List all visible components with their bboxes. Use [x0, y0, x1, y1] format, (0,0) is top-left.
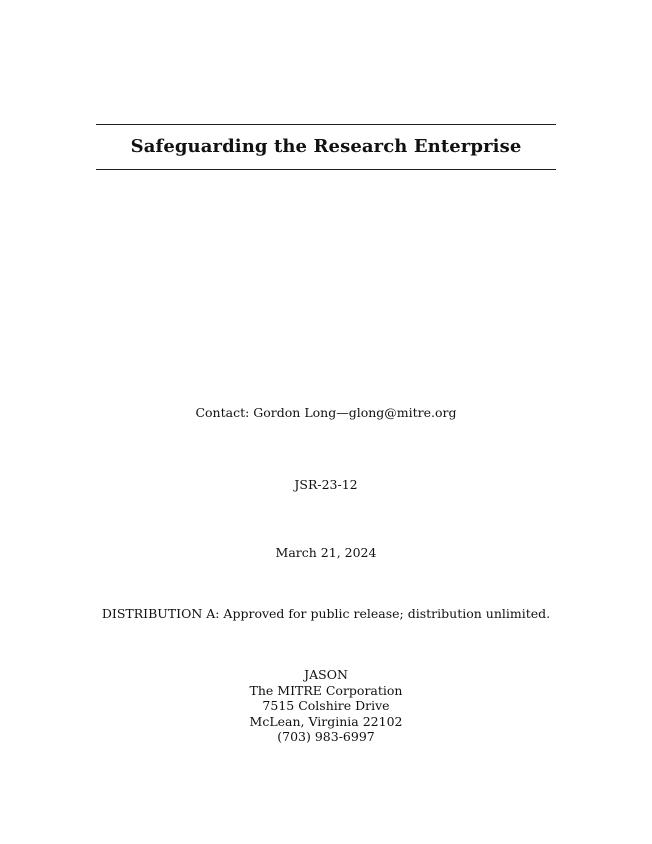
address-city: McLean, Virginia 22102	[249, 713, 403, 729]
distribution-statement: DISTRIBUTION A: Approved for public release; distribution unlimited.	[101, 606, 551, 621]
address-phone: (703) 983-6997	[277, 729, 375, 744]
title-rule-top	[96, 124, 556, 125]
address-block	[0, 667, 652, 745]
document-title: Safeguarding the Research Enterprise	[130, 136, 522, 157]
contact-line: Contact: Gordon Long—glong@mitre.org	[195, 405, 457, 420]
title-rule-bottom	[96, 169, 556, 170]
address-street: 7515 Colshire Drive	[262, 698, 390, 713]
address-corporation: The MITRE Corporation	[249, 682, 403, 698]
document-date: March 21, 2024	[275, 545, 377, 560]
address-organization: JASON	[304, 667, 348, 682]
report-number: JSR-23-12	[294, 477, 358, 492]
